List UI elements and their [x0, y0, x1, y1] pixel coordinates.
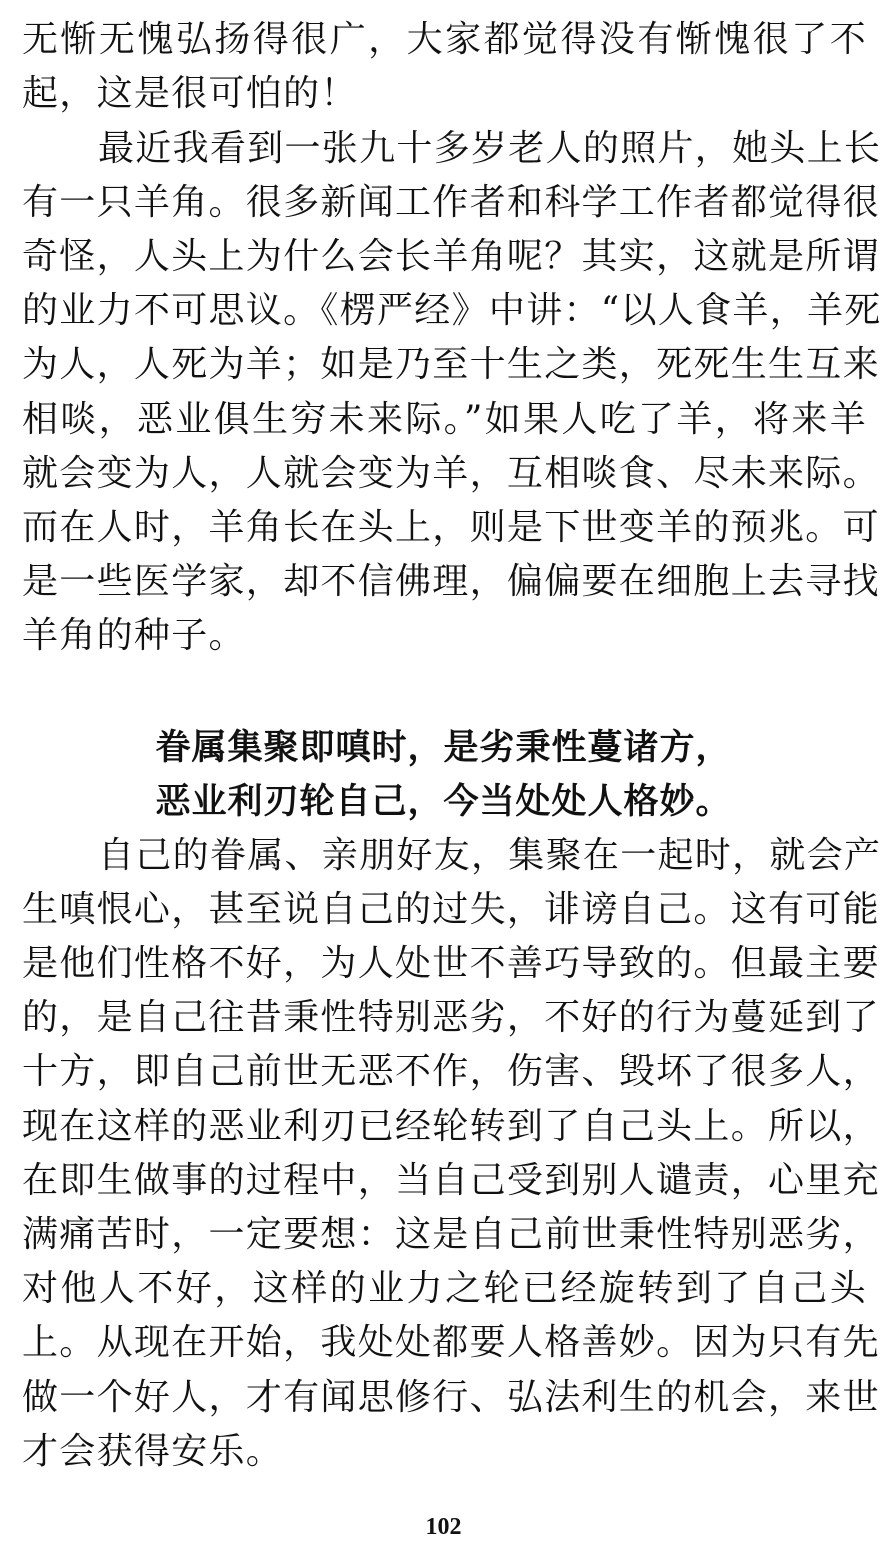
verse-line-1: 眷属集聚即嗔时，是劣秉性蔓诸方， [155, 728, 732, 768]
text-line: 为人，人死为羊；如是乃至十生之类，死死生生互来 [22, 344, 880, 385]
text-line: 相啖，恶业俱生穷未来际。”如果人吃了羊，将来羊 [22, 399, 867, 440]
text-line: 的业力不可思议。《楞严经》中讲：“以人食羊，羊死 [22, 290, 882, 331]
text-line: 现在这样的恶业利刃已经轮转到了自己头上。所以， [22, 1106, 880, 1147]
text-line: 起，这是很可怕的！ [22, 73, 358, 114]
text-line: 奇怪，人头上为什么会长羊角呢？其实，这就是所谓 [22, 236, 880, 277]
text-line: 十方，即自己前世无恶不作，伤害、毁坏了很多人， [22, 1051, 880, 1092]
verse-line-2: 恶业利刃轮自己，今当处处人格妙。 [155, 782, 732, 822]
text-line: 在即生做事的过程中，当自己受到别人谴责，心里充 [22, 1160, 880, 1201]
text-line: 羊角的种子。 [22, 615, 246, 656]
text-line: 上。从现在开始，我处处都要人格善妙。因为只有先 [22, 1322, 880, 1363]
text-line: 对他人不好，这样的业力之轮已经旋转到了自己头 [22, 1268, 867, 1309]
text-line: 无惭无愧弘扬得很广，大家都觉得没有惭愧很了不 [22, 19, 867, 60]
text-line: 满痛苦时，一定要想：这是自己前世秉性特别恶劣， [22, 1214, 880, 1255]
text-line: 生嗔恨心，甚至说自己的过失，诽谤自己。这有可能 [22, 889, 880, 930]
text-line: 有一只羊角。很多新闻工作者和科学工作者都觉得很 [22, 182, 880, 223]
text-line: 最近我看到一张九十多岁老人的照片，她头上长 [98, 128, 882, 169]
text-line: 做一个好人，才有闻思修行、弘法利生的机会，来世 [22, 1377, 880, 1418]
text-line: 的，是自己往昔秉性特别恶劣，不好的行为蔓延到了 [22, 997, 880, 1038]
text-line: 是他们性格不好，为人处世不善巧导致的。但最主要 [22, 943, 880, 984]
page-number: 102 [425, 1514, 462, 1540]
text-line: 就会变为人，人就会变为羊，互相啖食、尽未来际。 [22, 453, 880, 494]
text-line: 是一些医学家，却不信佛理，偏偏要在细胞上去寻找 [22, 561, 880, 602]
text-line: 才会获得安乐。 [22, 1431, 284, 1472]
text-line: 而在人时，羊角长在头上，则是下世变羊的预兆。可 [22, 507, 880, 548]
text-line: 自己的眷属、亲朋好友，集聚在一起时，就会产 [98, 835, 882, 876]
